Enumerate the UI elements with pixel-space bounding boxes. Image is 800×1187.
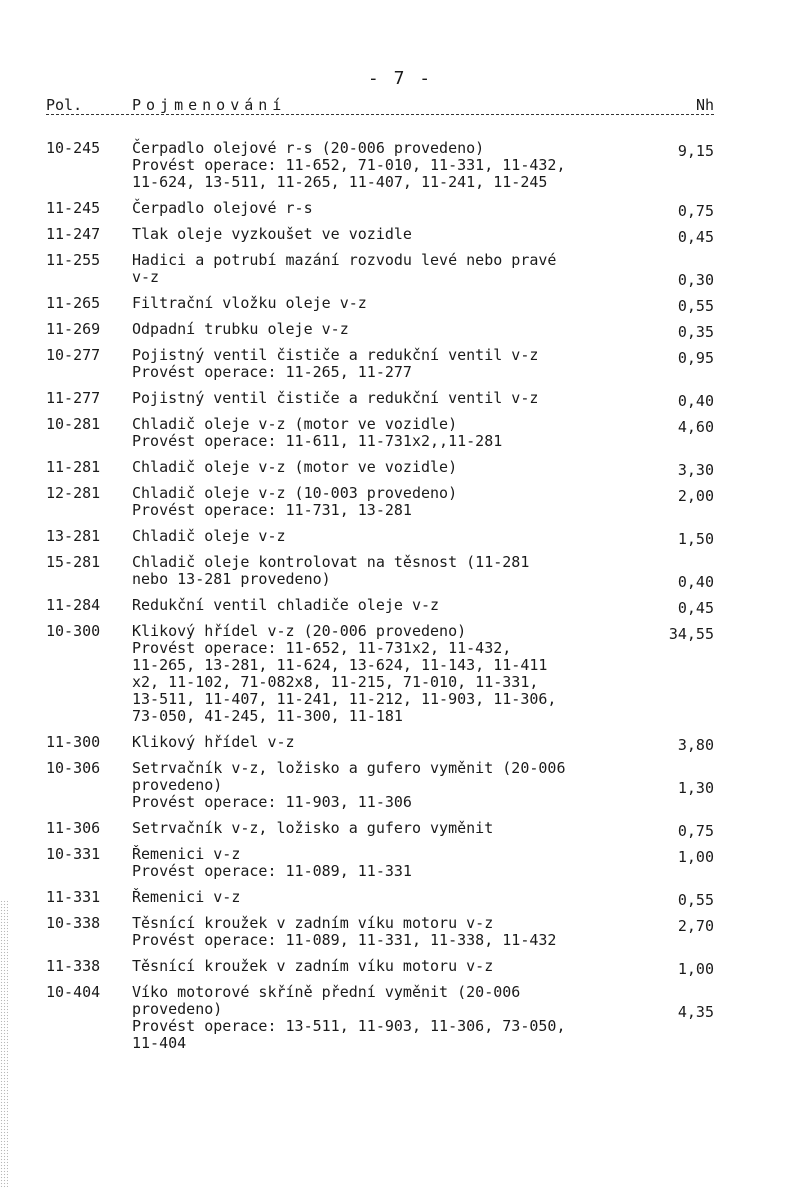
row-description: Chladič oleje v-z (motor ve vozidle) Provést operace: 11-611, 11-731x2,,11-281: [132, 415, 503, 450]
row-description: Odpadní trubku oleje v-z: [132, 320, 349, 338]
table-row: [46, 458, 714, 479]
table-row: [46, 596, 714, 617]
scan-margin-noise: [0, 900, 8, 1187]
row-pol: 11-284: [46, 596, 101, 614]
row-nh: 0,95: [677, 349, 714, 367]
row-pol: 11-331: [46, 888, 101, 906]
row-description: Redukční ventil chladiče oleje v-z: [132, 596, 440, 614]
table-row: [46, 527, 714, 548]
row-description: Setrvačník v-z, ložisko a gufero vyměnit: [132, 819, 494, 837]
table-row: [46, 553, 714, 591]
row-description: Řemenici v-z Provést operace: 11-089, 11-331: [132, 845, 412, 880]
row-nh: 0,45: [677, 228, 714, 246]
row-description: Chladič oleje kontrolovat na těsnost (11-281 nebo 13-281 provedeno): [132, 553, 530, 588]
page-number: - 7 -: [367, 68, 433, 89]
row-nh: 1,50: [677, 530, 714, 548]
table-row: [46, 225, 714, 246]
row-pol: 13-281: [46, 527, 101, 545]
table-row: [46, 888, 714, 909]
row-description: Filtrační vložku oleje v-z: [132, 294, 367, 312]
row-pol: 10-245: [46, 139, 101, 157]
row-description: Těsnící kroužek v zadním víku motoru v-z Provést operace: 11-089, 11-331, 11-338, 11-432: [132, 914, 557, 949]
row-pol: 11-265: [46, 294, 101, 312]
row-nh: 0,30: [677, 271, 714, 289]
row-nh: 0,35: [677, 323, 714, 341]
table-header: [46, 96, 714, 118]
row-nh: 3,80: [677, 736, 714, 754]
row-description: Klikový hřídel v-z: [132, 733, 295, 751]
row-pol: 10-300: [46, 622, 101, 640]
row-description: Pojistný ventil čističe a redukční ventil v-z Provést operace: 11-265, 11-277: [132, 346, 539, 381]
row-nh: 2,70: [677, 917, 714, 935]
table-row: [46, 760, 714, 811]
table-row: [46, 416, 714, 450]
row-nh: 0,75: [677, 202, 714, 220]
table-row: [46, 140, 714, 191]
header-nh: Nh: [695, 96, 714, 114]
header-name: Pojmenování: [132, 96, 287, 114]
table-row: [46, 846, 714, 880]
row-pol: 11-269: [46, 320, 101, 338]
row-nh: 0,75: [677, 822, 714, 840]
table-row: [46, 485, 714, 519]
row-nh: 9,15: [677, 142, 714, 160]
row-nh: 0,55: [677, 891, 714, 909]
table-row: [46, 733, 714, 754]
row-pol: 11-255: [46, 251, 101, 269]
table-row: [46, 251, 714, 289]
row-description: Chladič oleje v-z (10-003 provedeno) Provést operace: 11-731, 13-281: [132, 484, 458, 519]
row-description: Klikový hřídel v-z (20-006 provedeno) Provést operace: 11-652, 11-731x2, 11-432, 11-265, 13-281, 11-624, 13-624, 11-143, 11-411 x2, 11-102, 71-082x8, 11-215, 71-010, 11-331, 13-511, 11-407, 11-241, 11-212, 11-903, 11-306, 73-050, 41-245, 11-300, 11-181: [132, 622, 557, 725]
row-pol: 11-338: [46, 957, 101, 975]
row-pol: 12-281: [46, 484, 101, 502]
row-nh: 4,60: [677, 418, 714, 436]
row-description: Čerpadlo olejové r-s (20-006 provedeno) Provést operace: 11-652, 71-010, 11-331, 11-432, 11-624, 13-511, 11-265, 11-407, 11-241, 11-245: [132, 139, 566, 191]
row-nh: 3,30: [677, 461, 714, 479]
row-nh: 0,40: [677, 392, 714, 410]
row-pol: 15-281: [46, 553, 101, 571]
row-nh: 1,00: [677, 848, 714, 866]
table-row: [46, 294, 714, 315]
row-description: Pojistný ventil čističe a redukční ventil v-z: [132, 389, 539, 407]
row-description: Chladič oleje v-z: [132, 527, 286, 545]
row-description: Chladič oleje v-z (motor ve vozidle): [132, 458, 458, 476]
table-row: [46, 320, 714, 341]
row-description: Tlak oleje vyzkoušet ve vozidle: [132, 225, 412, 243]
row-pol: 11-277: [46, 389, 101, 407]
row-pol: 11-245: [46, 199, 101, 217]
table-row: [46, 915, 714, 949]
row-description: Těsnící kroužek v zadním víku motoru v-z: [132, 957, 494, 975]
table-row: [46, 347, 714, 381]
table-row: [46, 984, 714, 1052]
row-pol: 11-281: [46, 458, 101, 476]
row-description: Čerpadlo olejové r-s: [132, 199, 313, 217]
row-nh: 4,35: [677, 1003, 714, 1021]
row-pol: 11-306: [46, 819, 101, 837]
row-pol: 10-331: [46, 845, 101, 863]
row-nh: 2,00: [677, 487, 714, 505]
row-pol: 10-404: [46, 983, 101, 1001]
row-nh: 0,55: [677, 297, 714, 315]
row-description: Hadici a potrubí mazání rozvodu levé nebo pravé v-z: [132, 251, 557, 286]
row-description: Setrvačník v-z, ložisko a gufero vyměnit (20-006 provedeno) Provést operace: 11-903, 11-306: [132, 759, 566, 811]
row-nh: 34,55: [668, 625, 714, 643]
row-description: Řemenici v-z: [132, 888, 241, 906]
row-nh: 0,45: [677, 599, 714, 617]
row-pol: 10-338: [46, 914, 101, 932]
row-pol: 11-247: [46, 225, 101, 243]
row-nh: 1,30: [677, 779, 714, 797]
table-row: [46, 389, 714, 410]
header-rule: [46, 114, 714, 115]
table-row: [46, 957, 714, 978]
table-row: [46, 819, 714, 840]
row-pol: 11-300: [46, 733, 101, 751]
row-nh: 0,40: [677, 573, 714, 591]
row-nh: 1,00: [677, 960, 714, 978]
row-pol: 10-277: [46, 346, 101, 364]
row-description: Víko motorové skříně přední vyměnit (20-006 provedeno) Provést operace: 13-511, 11-903, 11-306, 73-050, 11-404: [132, 983, 566, 1052]
row-pol: 10-306: [46, 759, 101, 777]
row-pol: 10-281: [46, 415, 101, 433]
table-row: [46, 623, 714, 725]
header-pol: Pol.: [46, 96, 83, 114]
table-row: [46, 199, 714, 220]
